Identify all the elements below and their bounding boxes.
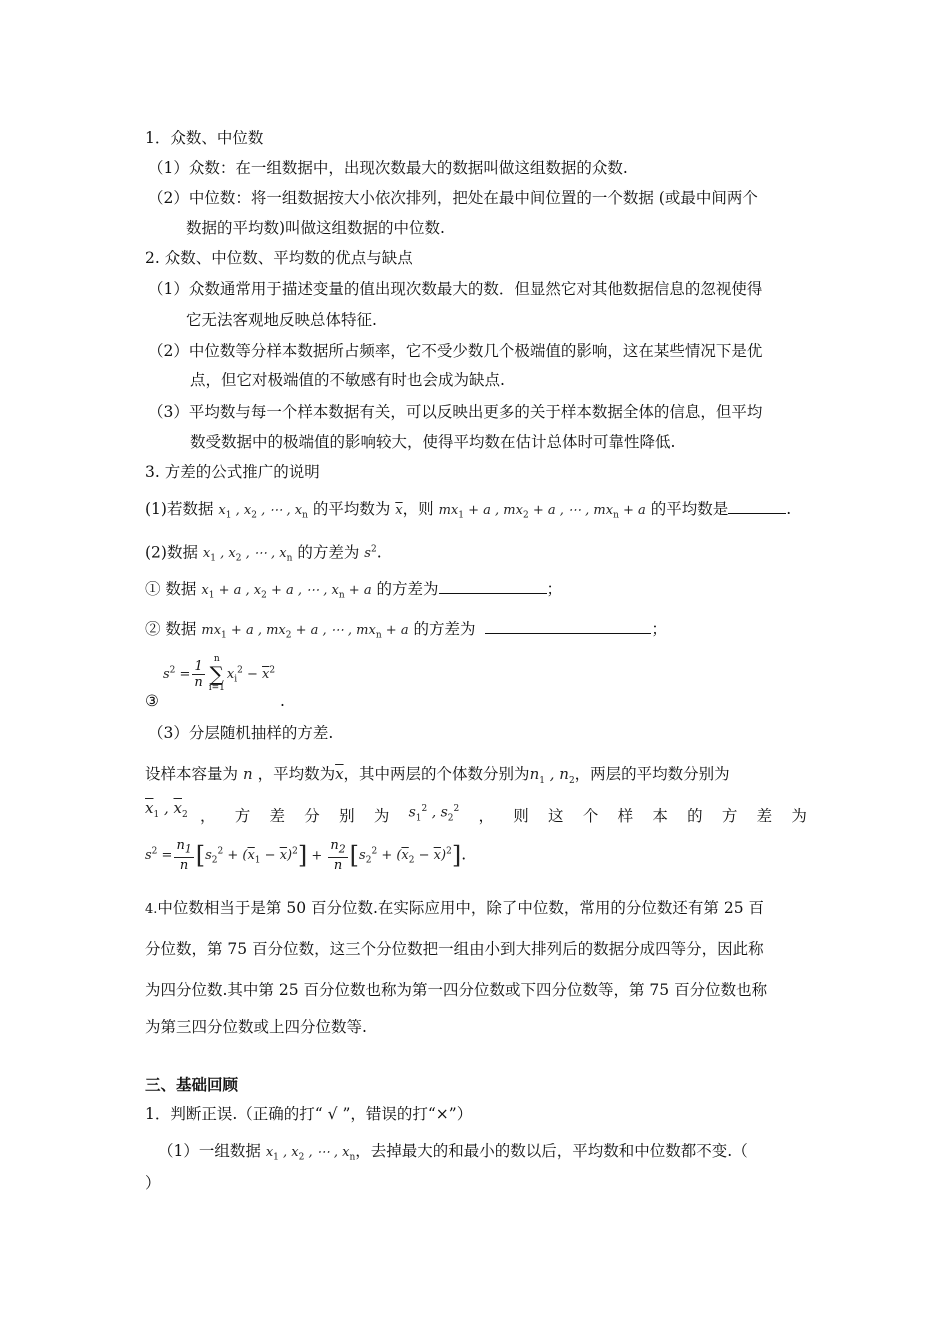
median-definition-line1: （2）中位数：将一组数据按大小依次排列，把处在最中间位置的一个数据 (或最中间两个 — [148, 189, 758, 207]
stratified-group-means: $\overline{x}_1$ , $\overline{x}_2$ — [145, 799, 188, 820]
median-definition-line2: 数据的平均数)叫做这组数据的中位数. — [186, 219, 445, 237]
question-1: (1)若数据 $x_1$ , $x_2$ , ⋯ , $x_n$ 的平均数为 $\overline{x}$，则 $mx_1 + a$ , $mx_2 + a$ , ⋯ , $mx_n + a$ 的平均数是 . — [145, 500, 792, 521]
math-mx-plus-a-sequence: $mx_1 + a$ , $mx_2 + a$ , ⋯ , $mx_n + a$ — [438, 503, 646, 521]
math-x-plus-a-sequence: $x_1 + a$ , $x_2 + a$ , ⋯ , $x_n + a$ — [201, 583, 372, 601]
stratified-variance-heading: （3）分层随机抽样的方差. — [148, 724, 334, 742]
percentile-line2: 分位数，第 75 百分位数，这三个分位数把一组由小到大排列后的数据分成四等分，因此称 — [145, 940, 764, 958]
math-x-sequence-3: $x_1$ , $x_2$ , ⋯ , $x_n$ — [265, 1145, 356, 1163]
section-basic-review: 三、基础回顾 — [145, 1075, 239, 1094]
answer-blank-2[interactable] — [439, 579, 547, 594]
heading-mode-median: 1．众数、中位数 — [145, 129, 264, 147]
answer-blank-1[interactable] — [728, 499, 786, 514]
judgement-item-1: （1）一组数据 $x_1$ , $x_2$ , ⋯ , $x_n$，去掉最大的和最小的数以后，平均数和中位数都不变.（ — [158, 1142, 748, 1163]
median-pros-line1: （2）中位数等分样本数据所占频率，它不受少数几个极端值的影响，这在某些情况下是优 — [148, 342, 763, 360]
mean-pros-line1: （3）平均数与每一个样本数据有关，可以反映出更多的关于样本数据全体的信息，但平均 — [148, 403, 763, 421]
math-x-sequence-2: $x_1$ , $x_2$ , ⋯ , $x_n$ — [202, 546, 293, 564]
judgement-item-1-close: ） — [145, 1174, 161, 1192]
mode-pros-line1: （1）众数通常用于描述变量的值出现次数最大的数．但显然它对其他数据信息的忽视使得 — [148, 280, 763, 298]
math-x-sequence: $x_1$ , $x_2$ , ⋯ , $x_n$ — [218, 503, 308, 521]
math-mx-plus-a-sequence-2: $mx_1 + a$ , $mx_2 + a$ , ⋯ , $mx_n + a$ — [201, 623, 409, 641]
case-2: ② 数据 $mx_1 + a$ , $mx_2 + a$ , ⋯ , $mx_n + a$ 的方差为 ； — [145, 620, 667, 641]
judgement-heading: 1．判断正误.（正确的打“ √ ”，错误的打“×”） — [145, 1105, 473, 1123]
case-1: ① 数据 $x_1 + a$ , $x_2 + a$ , ⋯ , $x_n + a$ 的方差为 ； — [145, 580, 563, 601]
math-s-squared: $s^2$ — [364, 545, 377, 562]
stratified-variance-formula: $s^2$ = $\frac{n_1}{n}$ $[s_2^2 + (\overline{x}_1 - \overline{x})^2]$ + $\frac{n_2}{n}$ $[s_2^2 + (\overline{x}_2 - \overline{x})^2]$. — [145, 838, 467, 873]
case-3-label: ③ — [145, 692, 159, 710]
percentile-line3: 为四分位数.其中第 25 百分位数也称为第一四分位数或下四分位数等，第 75 百分位数也称 — [145, 981, 768, 999]
math-x-bar: $\overline{x}$ — [395, 503, 403, 518]
variance-formula: $s^2$ = $\frac{1}{n}$ n ∑ i=1 $x_i^2 - \overline{x}^2$ — [163, 654, 276, 693]
answer-blank-3[interactable] — [485, 619, 651, 634]
percentile-line4: 为第三四分位数或上四分位数等. — [145, 1018, 367, 1036]
heading-variance: 3. 方差的公式推广的说明 — [145, 463, 320, 481]
case-3-dot: . — [280, 692, 285, 710]
median-pros-line2: 点，但它对极端值的不敏感有时也会成为缺点. — [190, 371, 505, 389]
heading-percentile: 4.中位数相当于是第 50 百分位数.在实际应用中，除了中位数，常用的分位数还有第 25 百 — [145, 899, 764, 917]
stratified-paragraph-line2: ， 方 差 分 别 为 $s_1^2$ , $s_2^2$ ， 则 这 个 样 本 的 方 差 为 — [200, 804, 807, 825]
heading-pros-cons: 2. 众数、中位数、平均数的优点与缺点 — [145, 249, 413, 267]
stratified-paragraph-line1: 设样本容量为 n ，平均数为$\overline{x}$，其中两层的个体数分别为$n_1$ , $n_2$，两层的平均数分别为 — [145, 765, 730, 786]
mean-pros-line2: 数受数据中的极端值的影响较大，使得平均数在估计总体时可靠性降低. — [190, 433, 676, 451]
mode-pros-line2: 它无法客观地反映总体特征. — [186, 311, 377, 329]
mode-definition: （1）众数：在一组数据中，出现次数最大的数据叫做这组数据的众数. — [148, 159, 628, 177]
question-2: (2)数据 $x_1$ , $x_2$ , ⋯ , $x_n$ 的方差为 $s^2$. — [145, 543, 382, 564]
